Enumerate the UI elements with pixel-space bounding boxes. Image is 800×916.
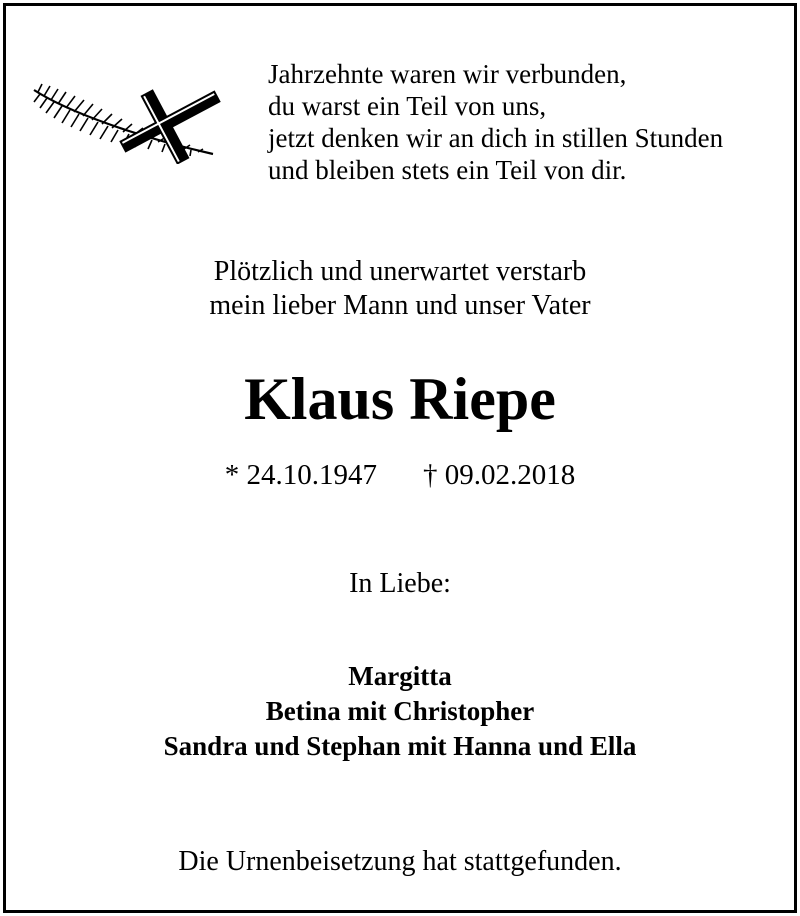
poem-line: und bleiben stets ein Teil von dir. — [268, 155, 627, 185]
memorial-poem — [268, 58, 723, 186]
mourner-line: Margitta — [348, 661, 452, 691]
death-date: † 09.02.2018 — [423, 459, 576, 491]
announcement-text — [0, 255, 800, 323]
poem-line: jetzt denken wir an dich in stillen Stunden — [268, 123, 724, 153]
poem-line: Jahrzehnte waren wir verbunden, — [268, 59, 627, 89]
in-love-label: In Liebe: — [349, 568, 451, 599]
announcement-line: mein lieber Mann und unser Vater — [209, 290, 591, 321]
life-dates — [0, 457, 800, 493]
deceased-name: Klaus Riepe — [244, 366, 556, 432]
poem-line: du warst ein Teil von uns, — [268, 91, 547, 121]
burial-note: Die Urnenbeisetzung hat stattgefunden. — [178, 846, 622, 877]
mourner-line: Sandra und Stephan mit Hanna und Ella — [163, 731, 637, 761]
birth-date: * 24.10.1947 — [224, 459, 377, 491]
mourners-list — [0, 659, 800, 764]
palm-frond-and-cross-icon — [28, 82, 238, 164]
announcement-line: Plötzlich und unerwartet verstarb — [213, 256, 587, 287]
mourner-line: Betina mit Christopher — [265, 696, 535, 726]
